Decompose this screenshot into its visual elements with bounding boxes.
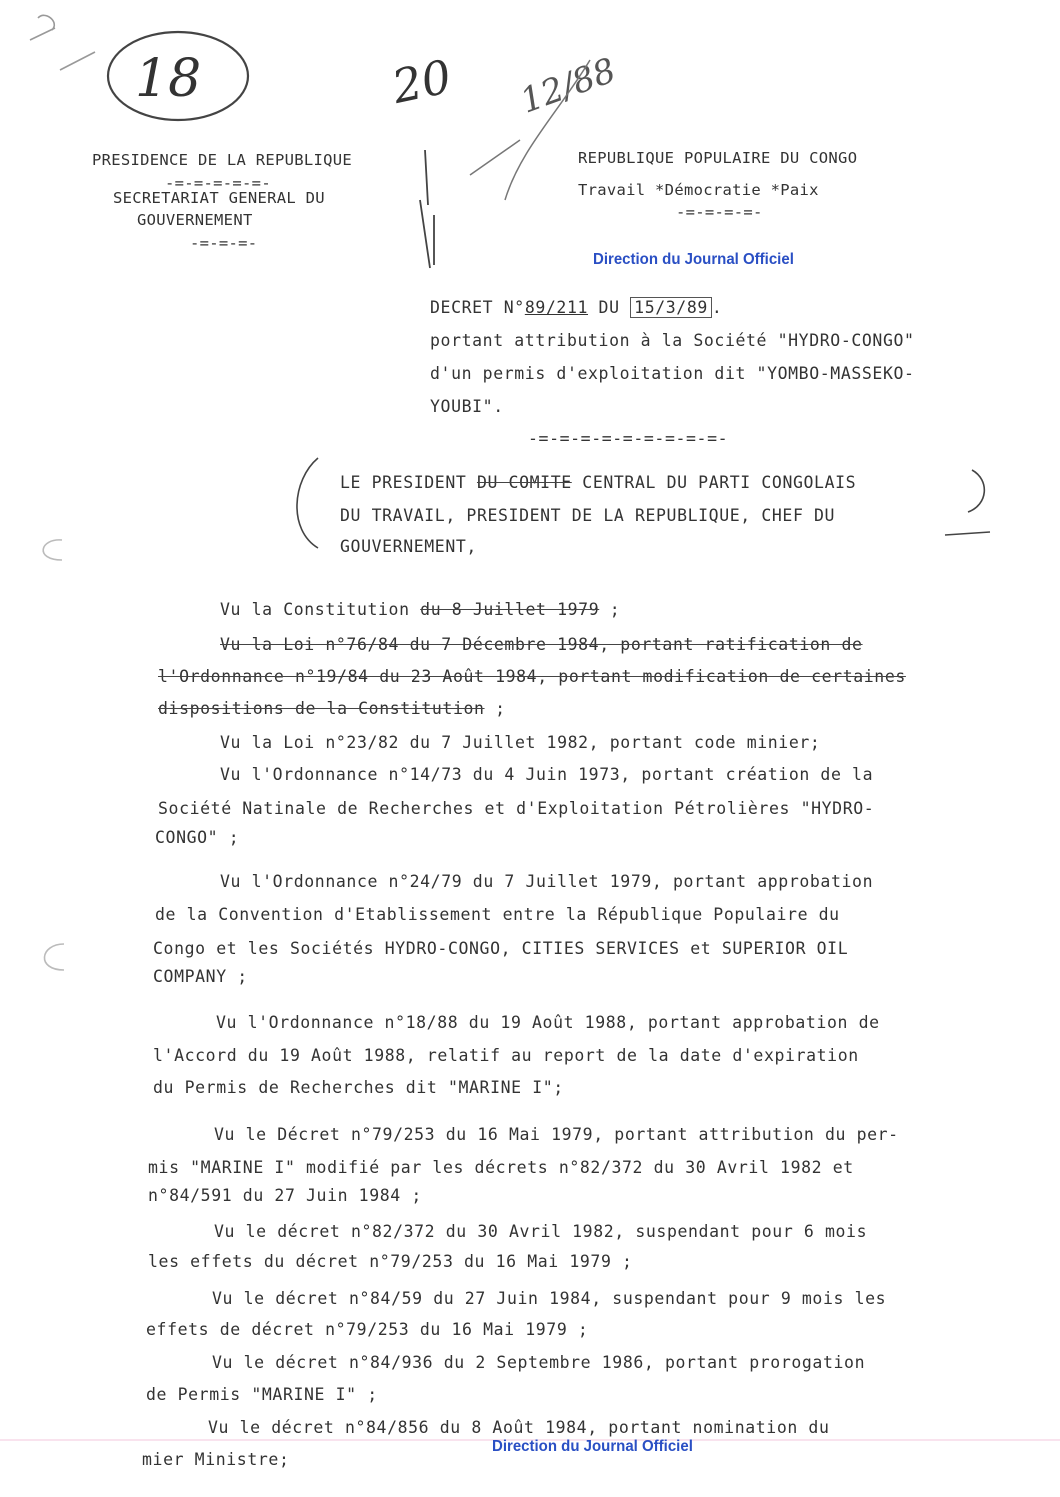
header-left-separator-2: -=-=-=- xyxy=(190,234,258,252)
visa-line-11: Congo et les Sociétés HYDRO-CONGO, CITIES SERVICES et SUPERIOR OIL xyxy=(153,939,849,958)
visa-struck-text: du 8 Juillet 1979 xyxy=(420,600,600,619)
journal-officiel-stamp-top: Direction du Journal Officiel xyxy=(593,250,794,269)
visa-line-8: CONGO" ; xyxy=(155,828,240,847)
corner-scribble xyxy=(30,15,95,70)
government-title: GOUVERNEMENT xyxy=(137,211,253,229)
secretariat-title: SECRETARIAT GENERAL DU xyxy=(113,189,325,207)
republic-motto: Travail *Démocratie *Paix xyxy=(578,181,819,199)
header-right-separator: -=-=-=-=- xyxy=(676,203,763,221)
handwritten-date-note: 12/88 xyxy=(515,50,621,122)
visa-line-22: effets de décret n°79/253 du 16 Mai 1979 ; xyxy=(146,1320,589,1339)
visa-struck-text-2: du 7 Décembre 1984, portant ratification de xyxy=(399,635,863,654)
visa-text-end: ; xyxy=(484,699,506,718)
visa-line-9: Vu l'Ordonnance n°24/79 du 7 Juillet 1979, portant approbation xyxy=(220,872,874,891)
republic-title: REPUBLIQUE POPULAIRE DU CONGO xyxy=(578,149,858,167)
decree-title xyxy=(430,298,722,317)
visa-line-6: Vu l'Ordonnance n°14/73 du 4 Juin 1973, portant création de la xyxy=(220,765,874,784)
visa-line-26: mier Ministre; xyxy=(142,1450,290,1469)
visa-line-17: mis "MARINE I" modifié par les décrets n°82/372 du 30 Avril 1982 et xyxy=(148,1158,854,1177)
visa-line-16: Vu le Décret n°79/253 du 16 Mai 1979, portant attribution du per- xyxy=(214,1125,899,1144)
journal-officiel-stamp-bottom: Direction du Journal Officiel xyxy=(492,1437,693,1456)
header-left-separator: -=-=-=-=-=- xyxy=(165,174,271,192)
president-line-1-b: DU COMITE xyxy=(476,473,572,492)
decree-title-suffix: . xyxy=(711,298,723,317)
decree-subject-line-2: d'un permis d'exploitation dit "YOMBO-MASSEKO- xyxy=(430,364,915,383)
visa-line-24: de Permis "MARINE I" ; xyxy=(146,1385,378,1404)
visa-text: Vu la Constitution xyxy=(220,600,421,619)
visa-line-7: Société Natinale de Recherches et d'Exploitation Pétrolières "HYDRO- xyxy=(158,799,875,818)
visa-line-4 xyxy=(158,699,506,718)
handwritten-page-number: 20 xyxy=(387,49,457,115)
visa-struck-text: dispositions de la Constitution xyxy=(158,699,485,718)
decree-number: 89/211 xyxy=(524,298,589,317)
visa-line-21: Vu le décret n°84/59 du 27 Juin 1984, suspendant pour 9 mois les xyxy=(212,1289,887,1308)
president-line-2: DU TRAVAIL, PRESIDENT DE LA REPUBLIQUE, CHEF DU xyxy=(340,506,836,525)
visa-line-1 xyxy=(220,600,620,619)
president-line-1 xyxy=(340,473,856,492)
president-line-3: GOUVERNEMENT, xyxy=(340,537,477,556)
visa-line-20: les effets du décret n°79/253 du 16 Mai 1979 ; xyxy=(148,1252,633,1271)
decree-title-prefix: DECRET N° xyxy=(430,298,525,317)
visa-line-18: n°84/591 du 27 Juin 1984 ; xyxy=(148,1186,422,1205)
visa-line-23: Vu le décret n°84/936 du 2 Septembre 1986, portant prorogation xyxy=(212,1353,866,1372)
visa-line-25: Vu le décret n°84/856 du 8 Août 1984, portant nomination du xyxy=(208,1418,830,1437)
decree-subject-line-3: YOUBI". xyxy=(430,397,504,416)
decree-date: 15/3/89 xyxy=(630,297,712,318)
visa-line-12: COMPANY ; xyxy=(153,967,248,986)
punch-hole xyxy=(43,540,62,560)
visa-line-19: Vu le décret n°82/372 du 30 Avril 1982, suspendant pour 6 mois xyxy=(214,1222,868,1241)
presidency-title: PRESIDENCE DE LA REPUBLIQUE xyxy=(92,151,353,169)
visa-line-2 xyxy=(220,635,863,654)
decree-date-prefix: DU xyxy=(588,298,631,317)
left-bracket xyxy=(297,458,318,548)
decree-separator: -=-=-=-=-=-=-=-=-=- xyxy=(528,429,729,448)
visa-line-3: l'Ordonnance n°19/84 du 23 Août 1984, portant modification de certaines xyxy=(158,667,906,686)
visa-line-15: du Permis de Recherches dit "MARINE I"; xyxy=(153,1078,564,1097)
visa-line-10: de la Convention d'Etablissement entre la République Populaire du xyxy=(155,905,840,924)
right-bracket xyxy=(945,470,990,535)
circled-number: 18 xyxy=(135,49,202,109)
visa-line-13: Vu l'Ordonnance n°18/88 du 19 Août 1988, portant approbation de xyxy=(216,1013,880,1032)
punch-hole xyxy=(44,944,64,970)
visa-line-5: Vu la Loi n°23/82 du 7 Juillet 1982, portant code minier; xyxy=(220,733,821,752)
decree-subject-line-1: portant attribution à la Société "HYDRO-CONGO" xyxy=(430,331,915,350)
visa-line-14: l'Accord du 19 Août 1988, relatif au report de la date d'expiration xyxy=(153,1046,859,1065)
visa-text-end: ; xyxy=(599,600,621,619)
vertical-divider xyxy=(420,150,434,268)
visa-struck-text: Vu la Loi n°76/84 xyxy=(220,635,400,654)
president-line-1-a: LE PRESIDENT xyxy=(340,473,477,492)
president-line-1-c: CENTRAL DU PARTI CONGOLAIS xyxy=(571,473,857,492)
